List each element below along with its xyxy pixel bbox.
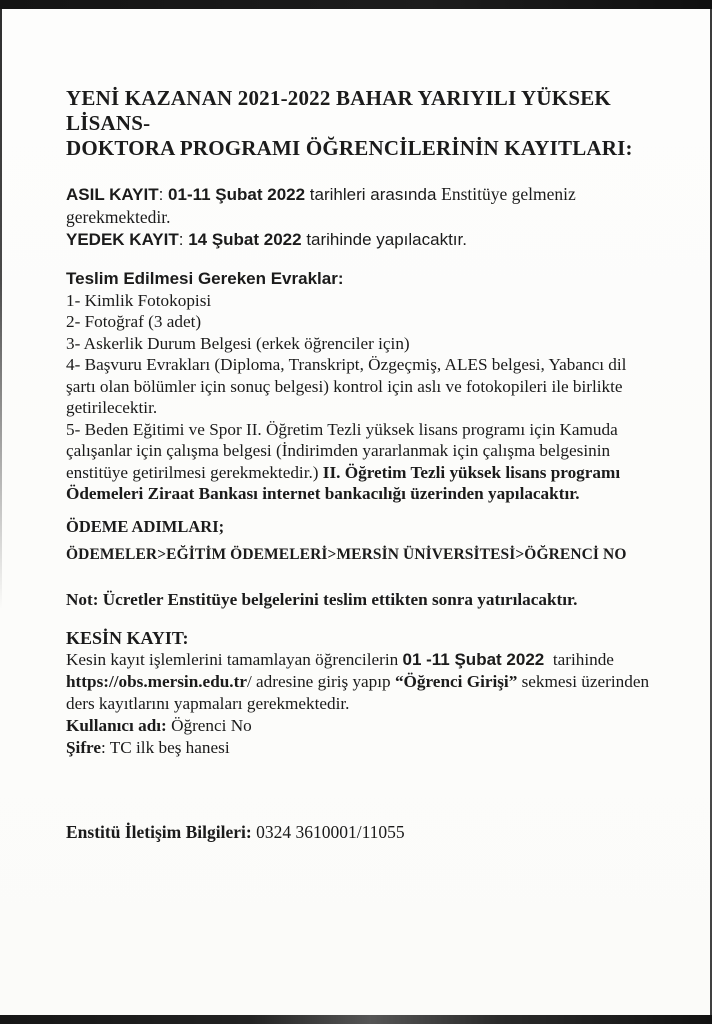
asil-kayit-label: ASIL KAYIT (66, 185, 159, 204)
scan-edge-left (0, 9, 2, 609)
final-registration-date: 01 -11 Şubat 2022 (402, 649, 545, 669)
final-registration-heading: KESİN KAYIT: (66, 627, 189, 648)
username-label: Kullanıcı adı: (66, 715, 167, 735)
obs-url-text: https://obs.mersin.edu.tr (66, 671, 247, 691)
username-value: Öğrenci No (166, 715, 252, 735)
title-line-1: YENİ KAZANAN 2021-2022 BAHAR YARIYILI YÜKSEK LİSANS- (66, 86, 617, 135)
document-item-2: 2- Fotoğraf (3 adet) (66, 312, 202, 331)
scan-edge-bottom (0, 1015, 712, 1024)
final-registration-paragraph (66, 649, 656, 759)
student-login-quote: “Öğrenci Girişi” (394, 671, 518, 691)
asil-kayit-date: 01-11 Şubat 2022 (168, 185, 306, 204)
password-value: : TC ilk beş hanesi (101, 737, 230, 757)
required-documents-heading: Teslim Edilmesi Gereken Evraklar: (66, 269, 344, 288)
institute-contact-line (66, 821, 656, 843)
password-label: Şifre (66, 737, 102, 757)
document-item-1: 1- Kimlik Fotokopisi (66, 290, 212, 310)
document-item-5 (66, 419, 656, 505)
yedek-kayit-tail-text: tarihinde yapılacaktır. (301, 230, 467, 249)
yedek-kayit-separator: : (178, 230, 189, 249)
yedek-kayit-date: 14 Şubat 2022 (188, 230, 302, 249)
document-content (66, 86, 656, 843)
final-registration-text-3: / adresine giriş yapıp (246, 671, 395, 691)
yedek-kayit-label: YEDEK KAYIT (66, 230, 179, 249)
registration-dates-paragraph (66, 183, 656, 251)
payment-note: Not: Ücretler Enstitüye belgelerini teslim ettikten sonra yatırılacaktır. (66, 589, 578, 609)
payment-steps-heading: ÖDEME ADIMLARI; (66, 516, 225, 536)
document-item-4: 4- Başvuru Evrakları (Diploma, Transkript, Özgeçmiş, ALES belgesi, Yabancı dil şartı olan bölümler için sonuç belgesi) kontrol için aslı ve fotokopileri ile birlikte getirilecektir. (66, 355, 627, 417)
contact-label: Enstitü İletişim Bilgileri: (66, 821, 252, 842)
final-registration-text-1: Kesin kayıt işlemlerini tamamlayan öğrencilerin (66, 649, 403, 669)
final-registration-text-4: sekmesi üzerinden ders kayıtlarını yapmaları gerekmektedir. (66, 671, 654, 713)
final-registration-text-2: tarihinde (544, 649, 619, 669)
asil-kayit-mid-text: tarihleri arasında (305, 185, 442, 204)
scan-edge-top (0, 0, 712, 9)
document-item-5-text: 5- Beden Eğitimi ve Spor II. Öğretim Tezli yüksek lisans programı için Kamuda çalışanlar için çalışma belgesi (İndirimden yararlanmak için çalışma belgesinin enstitüye getirilmesi gerekmektedir.) (66, 419, 622, 482)
asil-kayit-tail-text: Enstitüye gelmeniz gerekmektedir. (66, 184, 581, 227)
payment-steps-path: ÖDEMELER>EĞİTİM ÖDEMELERİ>MERSİN ÜNİVERSİTESİ>ÖĞRENCİ NO (66, 545, 627, 563)
asil-kayit-separator: : (158, 185, 169, 204)
document-title (66, 86, 656, 161)
document-item-3: 3- Askerlik Durum Belgesi (erkek öğrenciler için) (66, 333, 410, 353)
document-item-5-bold-text: II. Öğretim Tezli yüksek lisans programı Ödemeleri Ziraat Bankası internet bankacılığı üzerinden yapılacaktır. (66, 462, 625, 503)
contact-phone: 0324 3610001/11055 (251, 821, 405, 842)
title-line-2: DOKTORA PROGRAMI ÖĞRENCİLERİNİN KAYITLARI: (66, 136, 633, 160)
